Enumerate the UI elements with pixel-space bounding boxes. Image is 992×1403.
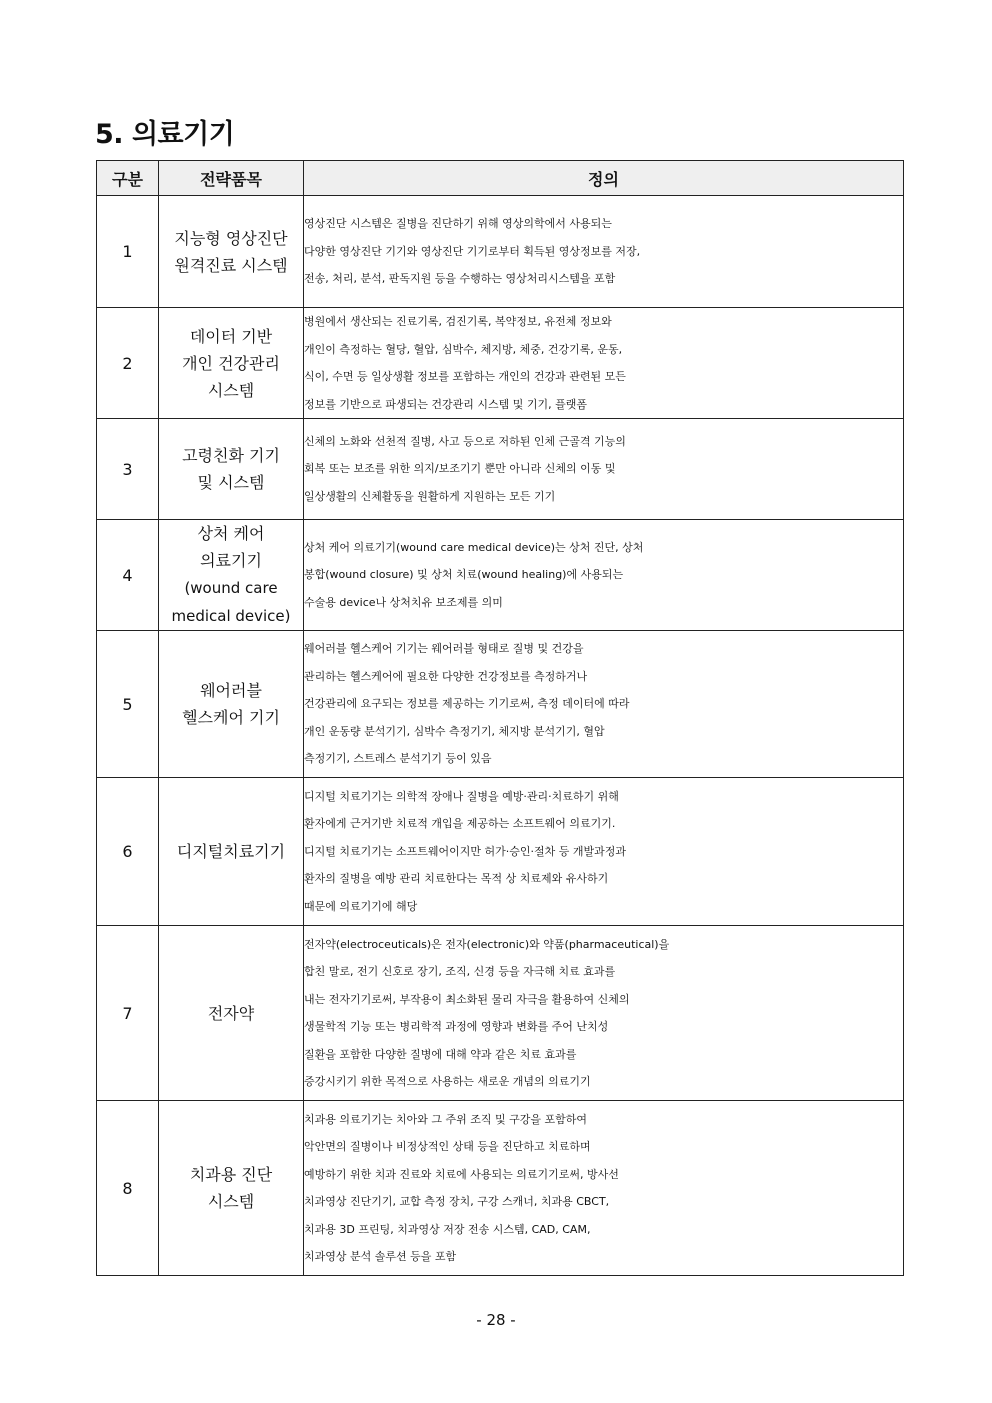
definition-line: 정보를 기반으로 파생되는 건강관리 시스템 및 기기, 플랫폼	[304, 397, 587, 411]
definition-line: 생물학적 기능 또는 병리학적 과정에 영향과 변화를 주어 난치성	[304, 1020, 609, 1033]
table-row	[97, 1101, 904, 1276]
definition-line: 병원에서 생산되는 진료기록, 검진기록, 복약정보, 유전체 정보와	[304, 315, 612, 328]
definition-line: 내는 전자기기로써, 부작용이 최소화된 물리 자극을 활용하여 신체의	[304, 992, 630, 1006]
table-row	[97, 308, 904, 419]
row-item	[159, 1101, 304, 1276]
row-number: 6	[97, 778, 159, 926]
definition-line: 전자약(electroceuticals)은 전자(electronic)와 약품(pharmaceutical)을	[304, 937, 670, 951]
definition-line: 때문에 의료기기에 해당	[304, 899, 418, 913]
table-row	[97, 631, 904, 778]
row-item	[159, 308, 304, 419]
item-line: 전자약	[207, 1003, 255, 1023]
definition-line: 상처 케어 의료기기(wound care medical device)는 상처 진단, 상처	[304, 540, 644, 554]
item-line: 디지털치료기기	[176, 842, 286, 861]
definition-line: 회복 또는 보조를 위한 의지/보조기기 뿐만 아니라 신체의 이동 및	[304, 462, 616, 476]
row-definition	[304, 778, 904, 926]
definition-line: 관리하는 헬스케어에 필요한 다양한 건강정보를 측정하거나	[304, 669, 588, 683]
row-definition	[304, 631, 904, 778]
row-item	[159, 419, 304, 520]
item-line: 의료기기	[200, 551, 262, 570]
row-number: 1	[97, 196, 159, 308]
definition-line: 웨어러블 헬스케어 기기는 웨어러블 형태로 질병 및 건강을	[304, 642, 584, 656]
definition-line: 수술용 device나 상처치유 보조제를 의미	[304, 595, 503, 609]
table-row	[97, 778, 904, 926]
row-definition	[304, 308, 904, 419]
row-definition	[304, 520, 904, 631]
header-category: 구분	[97, 161, 159, 196]
row-number: 3	[97, 419, 159, 520]
item-line: 시스템	[207, 380, 255, 400]
row-definition	[304, 926, 904, 1101]
definition-line: 디지털 치료기기는 소프트웨어이지만 허가·승인·절차 등 개발과정과	[304, 844, 627, 858]
definition-line: 봉합(wound closure) 및 상처 치료(wound healing)에 사용되는	[304, 568, 624, 582]
definition-line: 개인이 측정하는 혈당, 혈압, 심박수, 체지방, 체중, 건강기록, 운동,	[304, 342, 623, 356]
strategic-items-table	[96, 160, 904, 1276]
item-line: 데이터 기반	[189, 326, 273, 346]
definition-line: 다양한 영상진단 기기와 영상진단 기기로부터 획득된 영상정보를 저장,	[304, 244, 641, 258]
item-line: (wound care	[184, 579, 278, 597]
definition-line: 건강관리에 요구되는 정보를 제공하는 기기로써, 측정 데이터에 따라	[304, 697, 630, 711]
item-line: 및 시스템	[197, 473, 265, 492]
row-item	[159, 520, 304, 631]
row-definition	[304, 196, 904, 308]
definition-line: 치과영상 분석 솔루션 등을 포함	[304, 1250, 457, 1263]
header-definition: 정의	[304, 161, 904, 196]
table-header-row	[97, 161, 904, 196]
definition-line: 치과용 의료기기는 치아와 그 주위 조직 및 구강을 포함하여	[304, 1112, 587, 1126]
item-line: 지능형 영상진단	[174, 228, 288, 248]
definition-line: 측정기기, 스트레스 분석기기 등이 있음	[304, 752, 492, 766]
definition-line: 신체의 노화와 선천적 질병, 사고 등으로 저하된 인체 근골격 기능의	[304, 434, 626, 448]
section-title: 5. 의료기기	[95, 119, 235, 150]
definition-line: 식이, 수면 등 일상생활 정보를 포함하는 개인의 건강과 관련된 모든	[304, 370, 626, 383]
definition-line: 영상진단 시스템은 질병을 진단하기 위해 영상의학에서 사용되는	[304, 217, 612, 231]
row-definition	[304, 1101, 904, 1276]
item-line: 웨어러블	[200, 681, 262, 700]
row-item	[159, 778, 304, 926]
row-number: 5	[97, 631, 159, 778]
item-line: 치과용 진단	[189, 1165, 273, 1184]
row-number: 2	[97, 308, 159, 419]
definition-line: 치과영상 진단기기, 교합 측정 장치, 구강 스캐너, 치과용 CBCT,	[304, 1195, 610, 1208]
header-strategic-item: 전략품목	[159, 161, 304, 196]
row-item	[159, 926, 304, 1101]
row-definition	[304, 419, 904, 520]
definition-line: 환자에게 근거기반 치료적 개입을 제공하는 소프트웨어 의료기기.	[304, 817, 616, 831]
item-line: 원격진료 시스템	[174, 255, 288, 275]
definition-line: 일상생활의 신체활동을 원활하게 지원하는 모든 기기	[304, 489, 556, 503]
definition-line: 환자의 질병을 예방 관리 치료한다는 목적 상 치료제와 유사하기	[304, 872, 609, 886]
row-item	[159, 196, 304, 308]
table-row	[97, 196, 904, 308]
definition-line: 악안면의 질병이나 비정상적인 상태 등을 진단하고 치료하며	[304, 1140, 591, 1153]
definition-line: 합친 말로, 전기 신호로 장기, 조직, 신경 등을 자극해 치료 효과를	[304, 965, 616, 978]
definition-line: 전송, 처리, 분석, 판독지원 등을 수행하는 영상처리시스템을 포함	[304, 272, 616, 286]
item-line: 상처 케어	[197, 524, 265, 543]
item-line: 고령친화 기기	[182, 446, 280, 465]
definition-line: 질환을 포함한 다양한 질병에 대해 약과 같은 치료 효과를	[304, 1047, 577, 1061]
row-number: 7	[97, 926, 159, 1101]
row-number: 4	[97, 520, 159, 631]
table-row	[97, 520, 904, 631]
item-line: medical device)	[171, 607, 291, 625]
definition-line: 디지털 치료기기는 의학적 장애나 질병을 예방·관리·치료하기 위해	[304, 789, 619, 803]
item-line: 헬스케어 기기	[182, 708, 280, 727]
row-number: 8	[97, 1101, 159, 1276]
definition-line: 예방하기 위한 치과 진료와 치료에 사용되는 의료기기로써, 방사선	[304, 1167, 619, 1181]
page-number: - 28 -	[476, 1311, 516, 1329]
definition-line: 개인 운동량 분석기기, 심박수 측정기기, 체지방 분석기기, 혈압	[304, 724, 605, 738]
row-item	[159, 631, 304, 778]
definition-line: 치과용 3D 프린팅, 치과영상 저장 전송 시스템, CAD, CAM,	[304, 1222, 591, 1236]
item-line: 개인 건강관리	[182, 353, 280, 373]
table-row	[97, 419, 904, 520]
definition-line: 증강시키기 위한 목적으로 사용하는 새로운 개념의 의료기기	[304, 1075, 591, 1088]
item-line: 시스템	[207, 1192, 255, 1211]
table-row	[97, 926, 904, 1101]
